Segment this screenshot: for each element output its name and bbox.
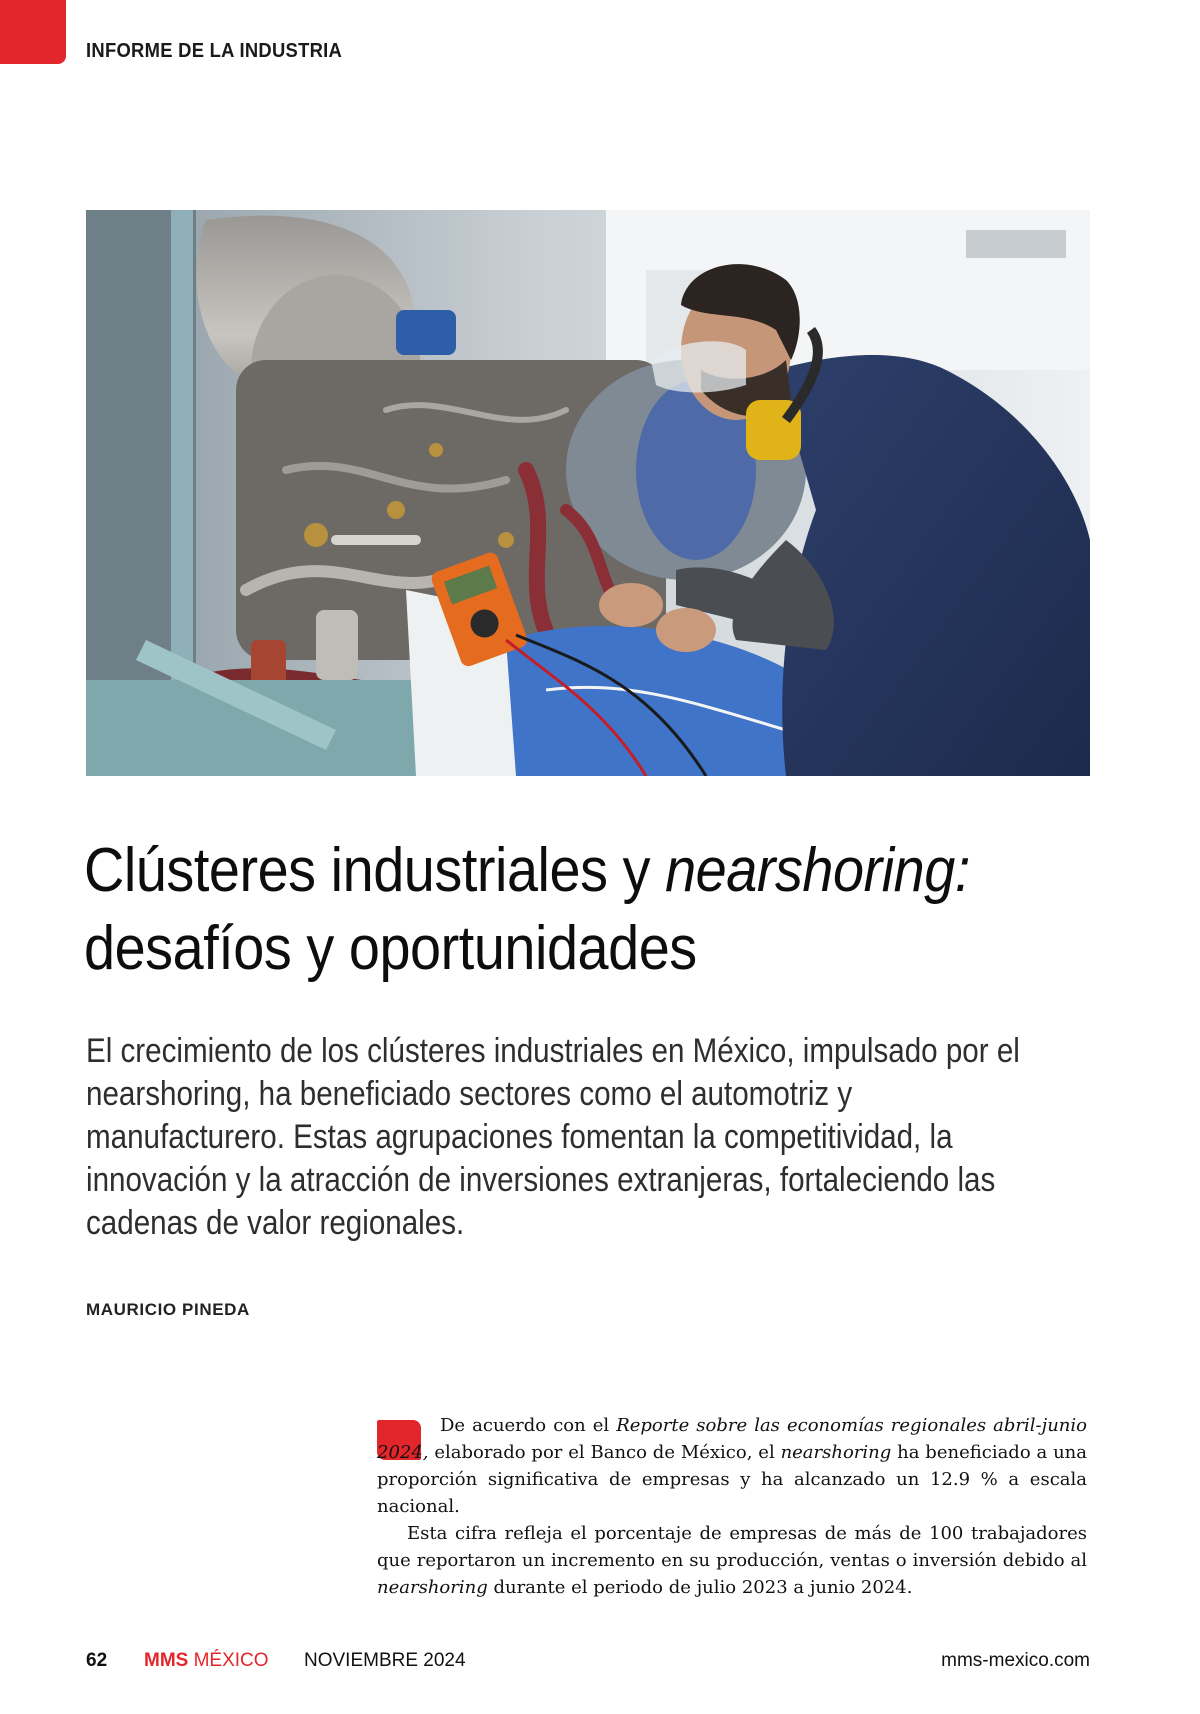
title-part1: Clústeres industriales y xyxy=(84,836,666,905)
byline: MAURICIO PINEDA xyxy=(86,1300,250,1319)
magazine-brand xyxy=(144,1650,269,1672)
body-text: durante el periodo de julio 2023 a junio 2024. xyxy=(487,1577,913,1598)
website-link[interactable]: mms-mexico.com xyxy=(941,1650,1090,1671)
page-footer xyxy=(86,1650,1090,1680)
body-paragraph-2 xyxy=(377,1520,1087,1601)
title-line2: desafíos y oportunidades xyxy=(84,914,697,983)
issue-date: NOVIEMBRE 2024 xyxy=(304,1650,466,1671)
body-text: ha beneficiado a una proporción significativa de empresas y ha alcanzado un 12.9 % a escala nacional. xyxy=(377,1442,1088,1517)
body-text: elaborado por el Banco de México, el xyxy=(428,1442,781,1463)
brand-rest: MÉXICO xyxy=(188,1650,269,1671)
section-color-tab xyxy=(0,0,66,64)
article-body xyxy=(377,1412,1087,1601)
body-emphasis: nearshoring xyxy=(377,1577,488,1598)
article-lede: El crecimiento de los clústeres industriales en México, impulsado por el nearshoring, ha beneficiado sectores como el automotriz y manufacturero. Estas agrupaciones fomentan la competitividad, la innovación y la atracción de inversiones extranjeras, fortaleciendo las cadenas de valor regionales. xyxy=(86,1032,1020,1242)
page-number: 62 xyxy=(86,1650,108,1671)
body-text: De acuerdo con el xyxy=(440,1415,617,1436)
engine-technician-illustration xyxy=(86,210,1090,776)
body-paragraph-1 xyxy=(377,1412,1087,1520)
brand-bold: MMS xyxy=(144,1650,189,1671)
title-emphasis: nearshoring: xyxy=(665,836,970,905)
report-title: Reporte sobre las economías regionales abril-junio 2024, xyxy=(377,1415,1087,1463)
section-label: INFORME DE LA INDUSTRIA xyxy=(86,40,343,62)
body-text: Esta cifra refleja el porcentaje de empresas de más de 100 trabajadores que reportaron un incremento en su producción, ventas o inversión debido al xyxy=(377,1523,1087,1571)
hero-photo xyxy=(86,210,1090,776)
article-title xyxy=(84,832,1020,988)
body-emphasis: nearshoring xyxy=(780,1442,892,1463)
